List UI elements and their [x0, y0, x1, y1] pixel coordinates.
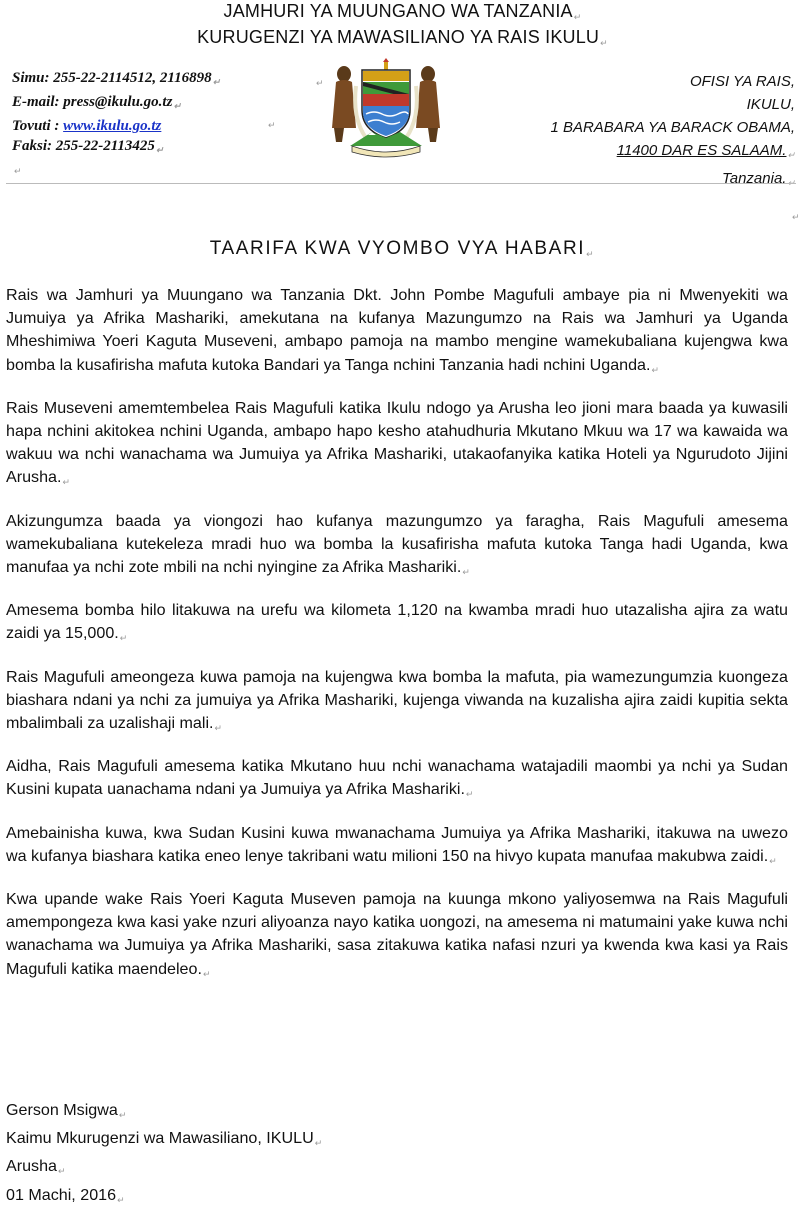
- contact-right: [550, 70, 795, 195]
- coat-of-arms-icon: [322, 58, 450, 158]
- paragraph-mark-icon: ↵: [117, 1194, 125, 1205]
- address-line-ikulu: IKULU,: [746, 96, 795, 113]
- paragraph: Rais wa Jamhuri ya Muungano wa Tanzania Dkt. John Pombe Magufuli ambaye pia ni Mwenyekiti wa Jumuiya ya Afrika Mashariki, amekutana na kufanya Mazungumzo na Rais wa Jamhuri ya Uganda Mheshimiwa Yoeri Kaguta Museveni, ambapo pamoja na mambo mengine wamekubaliana kujengwa kwa bomba la kusafirisha mafuta kutoka Bandari ya Tanga nchini Tanzania hadi nchini Uganda.↵: [6, 286, 788, 375]
- phone-line: Simu: 255-22-2114512, $2116898_↵$: [12, 70, 221, 87]
- paragraph-mark-icon: ↵: [573, 12, 582, 22]
- paragraph-mark-icon: ↵: [792, 212, 800, 222]
- paragraph-mark-icon: ↵: [14, 166, 22, 176]
- paragraph-mark-icon: ↵: [586, 249, 596, 259]
- paragraph: Aidha, Rais Magufuli amesema katika Mkutano huu nchi wanachama watajadili maombi ya nchi ya Sudan Kusini kupata uanachama ndani ya Jumuiya ya Afrika Mashariki.↵: [6, 757, 788, 800]
- paragraph-mark-icon: ↵: [651, 364, 660, 375]
- paragraph-mark-icon: ↵: [155, 145, 164, 155]
- paragraph-mark-icon: ↵: [314, 1138, 323, 1149]
- paragraph: Amebainisha kuwa, kwa Sudan Kusini kuwa mwanachama Jumuiya ya Afrika Mashariki, itakuwa na uwezo wa kufanya biashara katika eneo lenye takribani watu milioni 150 na hivyo kupata manufaa makubwa zaidi.↵: [6, 823, 788, 866]
- paragraph: Rais Museveni amemtembelea Rais Magufuli katika Ikulu ndogo ya Arusha leo jioni mara baada ya kuwasili hapa nchini akitokea nchini Uganda, ambapo hapo kesho atahudhuria Mkutano Mkuu wa 17 wa kawaida wa wakuu wa nchi wanachama wa Jumuiya ya Afrika Mashariki, utakaofanyika katika Hoteli ya Ngurudoto Jijini Arusha.↵: [6, 398, 788, 488]
- signature-block: [6, 1099, 322, 1212]
- press-release-body: [6, 284, 788, 1001]
- paragraph: Akizungumza baada ya viongozi hao kufanya mazungumzo ya faragha, Rais Magufuli amesema wamekubaliana kutekeleza mradi huo wa bomba la kusafirisha mafuta kutoka Tanga hadi Uganda, kwa manufaa ya nchi zote mbili na nchi nyingine za Afrika Mashariki.↵: [6, 511, 788, 578]
- paragraph-mark-icon: ↵: [787, 150, 795, 160]
- paragraph-mark-icon: ↵: [462, 567, 470, 578]
- paragraph-mark-icon: ↵: [212, 77, 221, 87]
- website-line: Tovuti : www.ikulu.go.tz: [12, 118, 162, 134]
- address-line-office: OFISI YA RAIS,: [689, 73, 795, 90]
- release-place: Arusha↵: [6, 1157, 66, 1177]
- address-line-city: 11400 DAR ES $SALAAM._↵$: [616, 142, 795, 160]
- paragraph-mark-icon: ↵: [173, 101, 181, 111]
- paragraph-mark-icon: ↵: [268, 120, 276, 130]
- paragraph-mark-icon: ↵: [118, 1110, 127, 1120]
- website-link[interactable]: www.ikulu.go.tz: [63, 118, 162, 134]
- address-line-street: 1 BARABARA YA BARACK OBAMA,: [550, 119, 795, 136]
- paragraph-mark-icon: ↵: [58, 1166, 66, 1177]
- fax-line: Faksi: $255-22-2113425_↵$: [12, 138, 164, 155]
- paragraph-mark-icon: ↵: [600, 38, 608, 48]
- paragraph-mark-icon: ↵: [465, 789, 474, 800]
- address-line-country: $Tanzania._↵$: [721, 170, 795, 188]
- release-date: 01 Machi, 2016↵: [6, 1185, 125, 1205]
- paragraph-mark-icon: ↵: [787, 178, 795, 188]
- paragraph-mark-icon: ↵: [202, 968, 211, 979]
- header-country: JAMHURI YA MUUNGANO WA TANZANIA↵: [223, 1, 582, 22]
- contact-left: [12, 68, 220, 160]
- paragraph-mark-icon: ↵: [214, 723, 223, 734]
- paragraph: Amesema bomba hilo litakuwa na urefu wa kilometa 1,120 na kwamba mradi huo utazalisha ajira za watu zaidi ya 15,000.↵: [6, 601, 788, 644]
- email-line: E-mail: $press@ikulu.go.tz_↵$: [12, 94, 181, 111]
- paragraph-mark-icon: ↵: [62, 477, 71, 488]
- paragraph-mark-icon: ↵: [316, 78, 324, 88]
- signatory-name: Gerson Msigwa↵: [6, 1101, 127, 1120]
- header-directorate: KURUGENZI YA MAWASILIANO YA RAIS IKULU↵: [197, 27, 608, 48]
- header-divider: [6, 183, 796, 184]
- signatory-position: Kaimu Mkurugenzi wa Mawasiliano, IKULU↵: [6, 1129, 323, 1149]
- page-title: TAARIFA KWA VYOMBO VYA HABARI↵: [209, 238, 596, 259]
- paragraph: Kwa upande wake Rais Yoeri Kaguta Museven pamoja na kuunga mkono yaliyosemwa na Rais Magufuli amempongeza kwa kasi yake nzuri aliyoanza nayo katika uongozi, na amesema ni matumaini yake kuwa nchi wanachama wa Jumuiya ya Afrika Mashariki, sasa zitakuwa katika nafasi nzuri ya kwenda kwa kasi ya Rais Magufuli katika maendeleo.↵: [6, 890, 788, 979]
- paragraph-mark-icon: ↵: [119, 633, 128, 644]
- paragraph-mark-icon: ↵: [769, 855, 777, 866]
- paragraph: Rais Magufuli ameongeza kuwa pamoja na kujengwa kwa bomba la mafuta, pia wamezungumzia kuongeza biashara ndani ya nchi za jumuiya ya Afrika Mashariki, kujenga viwanda na kuzalisha ajira zaidi kupitia sekta mbalimbali za uzalishaji mali.↵: [6, 667, 788, 734]
